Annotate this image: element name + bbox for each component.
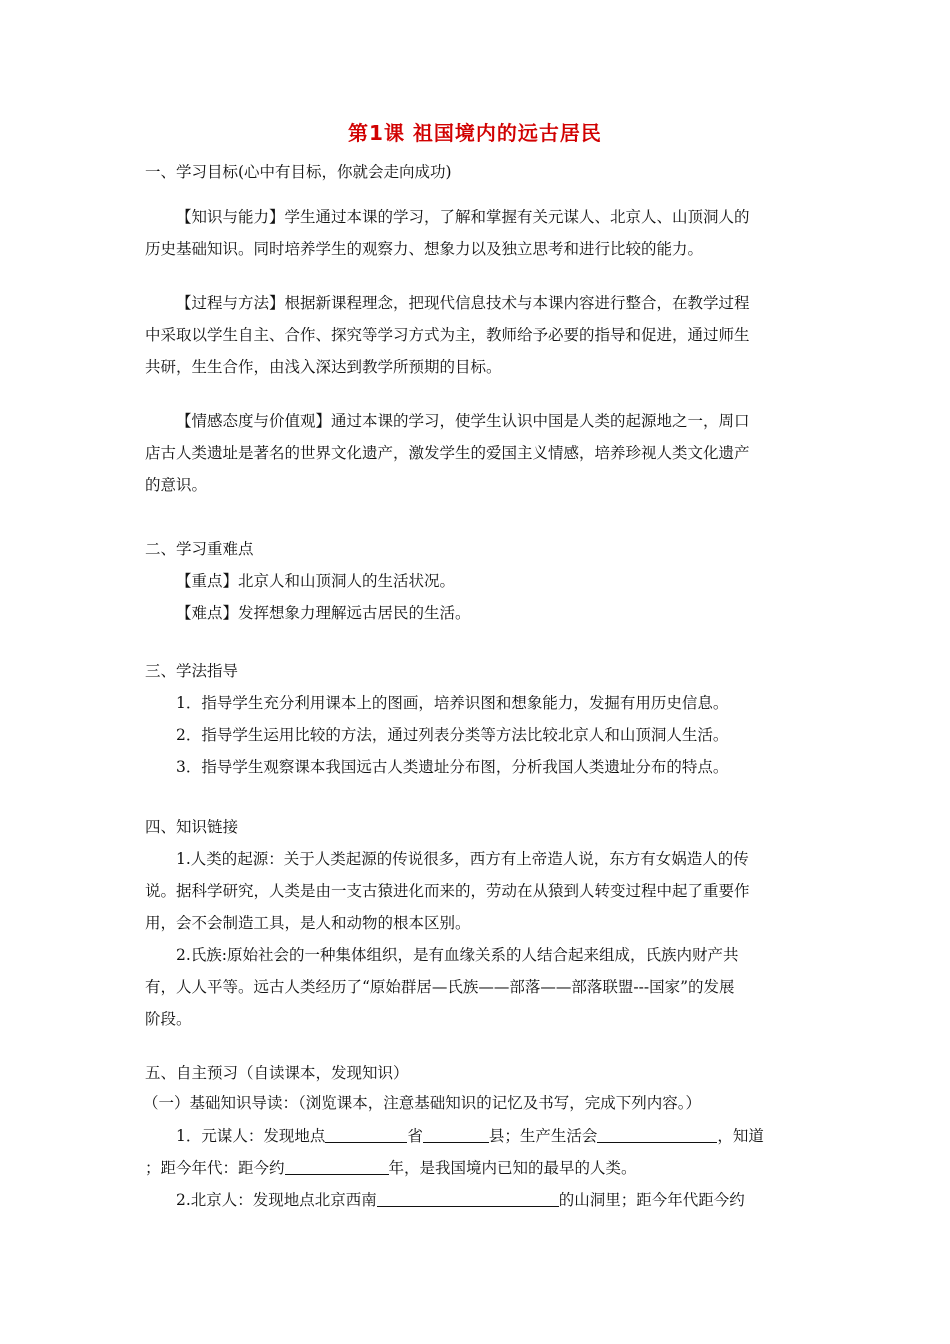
emotion-values-line-3: 的意识。	[145, 476, 208, 494]
origin-line-3: 用，会不会制造工具，是人和动物的根本区别。	[145, 914, 471, 932]
process-method-line-2: 中采取以学生自主、合作、探究等学习方式为主，教师给予必要的指导和促进，通过师生	[145, 326, 750, 344]
method-item-3: 3．指导学生观察课本我国远古人类遗址分布图，分析我国人类遗址分布的特点。	[176, 758, 729, 776]
knowledge-ability-line-2: 历史基础知识。同时培养学生的观察力、想象力以及独立思考和进行比较的能力。	[145, 240, 704, 258]
q1-label: 1．元谋人：发现地点	[176, 1127, 326, 1145]
lesson-title: 第1课 祖国境内的远古居民	[348, 121, 602, 145]
process-method-line-3: 共研，生生合作，由浅入深达到教学所预期的目标。	[145, 358, 502, 376]
section-4-heading: 四、知识链接	[145, 818, 239, 836]
province-blank[interactable]	[325, 1127, 407, 1144]
origin-line-1: 1.人类的起源：关于人类起源的传说很多，西方有上帝造人说，东方有女娲造人的传	[176, 850, 749, 868]
clan-line-1: 2.氏族:原始社会的一种集体组织，是有血缘关系的人结合起来组成，氏族内财产共	[176, 946, 739, 964]
method-item-1: 1．指导学生充分利用课本上的图画，培养识图和想象能力，发掘有用历史信息。	[176, 694, 729, 712]
skill-blank[interactable]	[597, 1127, 717, 1144]
q1-age-suffix: 年，是我国境内已知的最早的人类。	[388, 1159, 637, 1177]
key-point: 【重点】北京人和山顶洞人的生活状况。	[176, 572, 456, 590]
process-method-line-1: 【过程与方法】根据新课程理念，把现代信息技术与本课内容进行整合，在教学过程	[176, 294, 750, 312]
difficult-point: 【难点】发挥想象力理解远古居民的生活。	[176, 604, 471, 622]
q2-label: 2.北京人：发现地点北京西南	[176, 1191, 377, 1209]
emotion-values-line-2: 店古人类遗址是著名的世界文化遗产，激发学生的爱国主义情感，培养珍视人类文化遗产	[145, 444, 750, 462]
origin-line-2: 说。据科学研究，人类是由一支古猿进化而来的，劳动在从猿到人转变过程中起了重要作	[145, 882, 750, 900]
question-2-line-1	[176, 1188, 745, 1210]
county-blank[interactable]	[423, 1127, 489, 1144]
location-blank[interactable]	[377, 1191, 559, 1208]
section-3-heading: 三、学法指导	[145, 662, 239, 680]
question-1-line-2	[145, 1156, 637, 1178]
q1-know-label: ，知道	[717, 1127, 764, 1145]
age-blank[interactable]	[285, 1159, 389, 1176]
question-1-line-1	[176, 1124, 764, 1146]
q1-province-word: 省	[407, 1127, 423, 1145]
q1-skill-label: 县；生产生活会	[488, 1127, 598, 1145]
clan-line-2: 有，人人平等。远古人类经历了“原始群居—氏族——部落——部落联盟---国家”的发展	[145, 978, 735, 996]
section-1-heading: 一、学习目标(心中有目标，你就会走向成功)	[145, 163, 452, 181]
knowledge-ability-line-1: 【知识与能力】学生通过本课的学习，了解和掌握有关元谋人、北京人、山顶洞人的	[176, 208, 750, 226]
basic-knowledge-guide: （一）基础知识导读：（浏览课本，注意基础知识的记忆及书写，完成下列内容。）	[143, 1094, 702, 1112]
clan-line-3: 阶段。	[145, 1010, 192, 1028]
emotion-values-line-1: 【情感态度与价值观】通过本课的学习，使学生认识中国是人类的起源地之一，周口	[176, 412, 750, 430]
method-item-2: 2．指导学生运用比较的方法，通过列表分类等方法比较北京人和山顶洞人生活。	[176, 726, 729, 744]
q2-suffix: 的山洞里；距今年代距今约	[558, 1191, 745, 1209]
q1-age-label: ；距今年代：距今约	[145, 1159, 285, 1177]
section-5-heading: 五、自主预习（自读课本，发现知识）	[145, 1064, 409, 1082]
section-2-heading: 二、学习重难点	[145, 540, 254, 558]
